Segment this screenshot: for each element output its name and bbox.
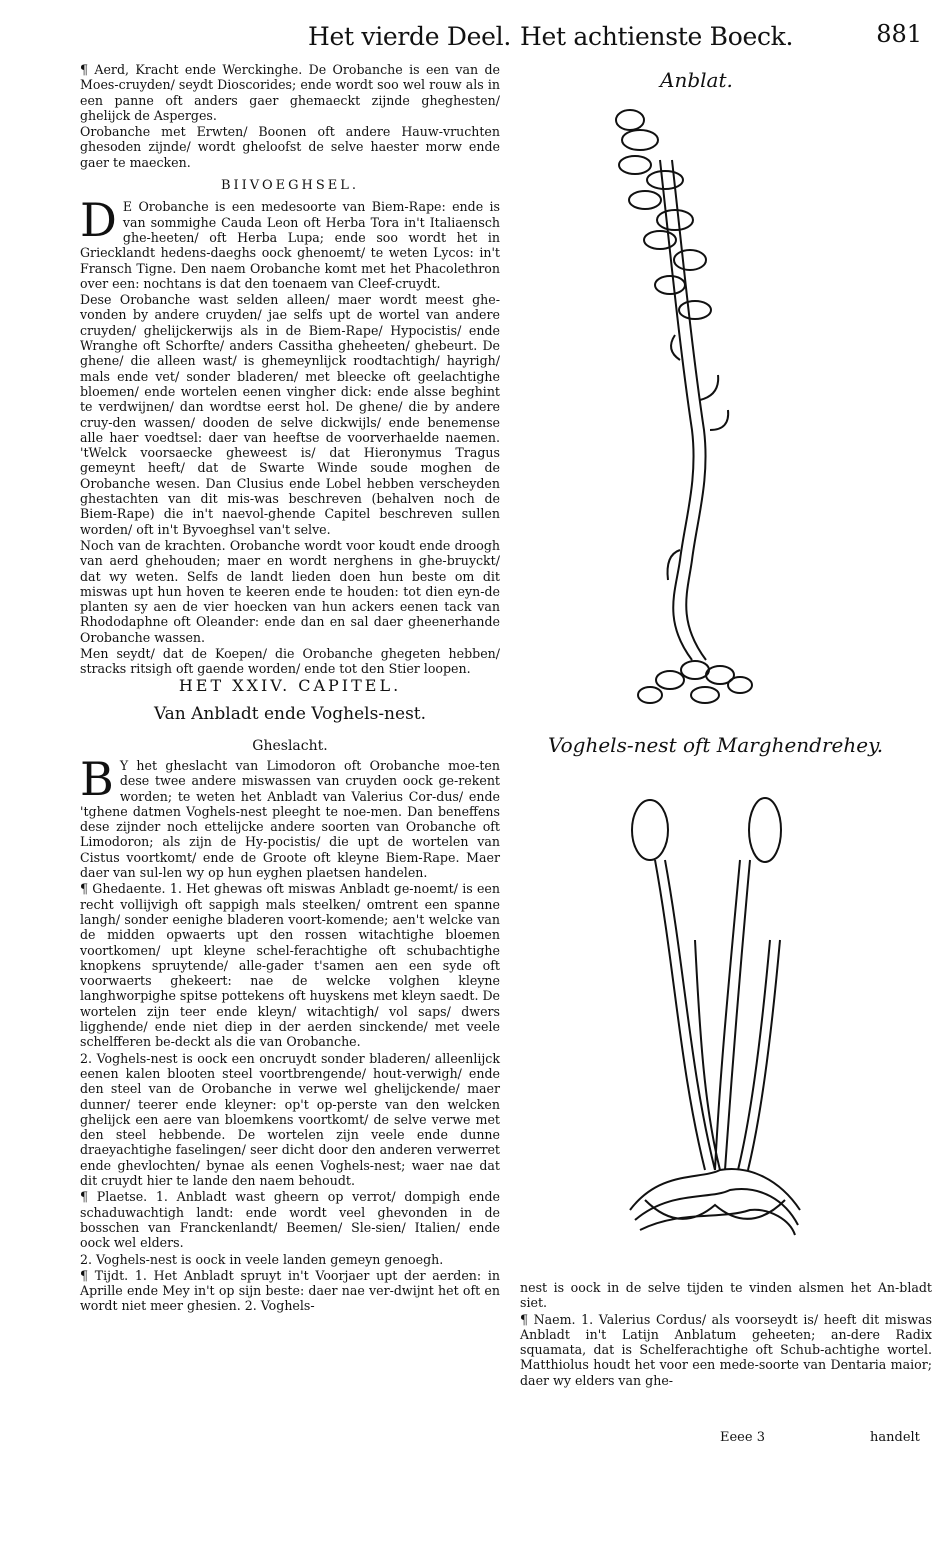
paragraph: Dese Orobanche wast selden alleen/ maer wordt meest ghe-vonden by andere cruyden/ jae selfs upt de wortel van andere cruyden/ ghelijckerwijs als in de Biem-Rape/ Hypocistis/ ende Wranghe oft Schorfte/ anders Cassitha gheheeten/ ghebeurt. De ghene/ die alleen wast/ is ghemeynlijck roodtachtigh/ hayrigh/ mals ende vet/ sonder bladeren/ met bleecke oft geelachtighe bloemen/ ende wortelen eenen vingher dick: ende alsse beghint te verdwijnen/ dan wordtse eerst hol. De ghene/ die by andere cruy-den wassen/ dooden de selve dickwijls/ ende benemense alle haer voedtsel: daer van heeftse de voorverhaelde naemen. 'tWelck voorsaecke gheweest is/ dat Hieronymus Tragus gemeynt heeft/ dat de Swarte Winde soude moghen de Orobanche wesen. Dan Clusius ende Lobel hebben verscheyden ghestachten van dit mis-was beschreven (behalven noch de Biem-Rape) die in't naevol-ghende Capitel beschreven sullen worden/ oft in't Byvoeghsel van't selve. [80,292,500,537]
anblat-woodcut-illustration [600,100,760,710]
paragraph: 2. Voghels-nest is oock een oncruydt sonder bladeren/ alleenlijck eenen kalen blooten steel voortbrengende/ hout-verwigh/ ende den steel van de Orobanche in verwe wel ghelijckende/ maer dunner/ teerer ende kleyner: op't op-perste van den welcken ghelijck een aere van bloemkens voortkomt/ de selve verwe met den steel hebbende. De wortelen zijn veele ende dunne draeyachtighe faselingen/ seer dicht door den anderen verwerret ende ghevlochten/ bynae als eenen Voghels-nest; waer nae dat dit cruydt hier te lande den naem behoudt. [80,1050,500,1189]
page-number: 881 [876,20,922,48]
chapter-subtitle: Van Anbladt ende Voghels-nest. [153,704,427,724]
paragraph: ¶ Naem. 1. Valerius Cordus/ als voorseydt is/ heeft dit miswas Anbladt in't Latijn Anblatum geheeten; an-dere Radix squamata, dat is Schelferachtighe oft Schub-achtighe wortel. Matthiolus houdt het voor een mede-soorte van Dentaria maior; daer wy elders van ghe- [520,1311,932,1388]
drop-cap: D [80,193,117,248]
paragraph: 2. Voghels-nest is oock in veele landen gemeyn genoegh. [80,1251,444,1267]
signature-mark: Eeee 3 [720,1430,765,1445]
chapter-body [80,752,501,1315]
section-heading: Gheslacht. [252,738,328,754]
paragraph: Noch van de krachten. Orobanche wordt voor koudt ende droogh van aerd ghehouden; maer en wordt nerghens in ghe-bruyckt/ dat wy weten. Selfs de landt lieden doen hun beste om dit miswas upt hun hoven te keeren ende te houden: tot dien eyn-de planten sy aen de vier hoecken van hun ackers eenen tack van Rhododaphne oft Oleander: ende dan en sal daer gheenerhande Orobanche wassen. [80,537,500,645]
bijvoeghsel-heading: BIIVOEGHSEL. [220,178,359,194]
paragraph: Men seydt/ dat de Koepen/ die Orobanche ghegeten hebben/ stracks ritsigh oft gaende worden/ ende tot den Stier loopen. [80,645,500,677]
paragraph: ¶ Aerd, Kracht ende Werckinghe. De Orobanche is een van de Moes-cruyden/ seydt Dioscorides; ende wordt soo wel rouw als in een panne oft anders gaer ghemaeckt zijnde gheghesten/ ghelijck de Asperges. [80,62,500,123]
running-header-part: Het vierde Deel. [308,22,511,51]
paragraph: B Y het gheslacht van Limodoron oft Orobanche moe-ten dese twee andere miswassen van cruyden oock ge-rekent worden; te weten het Anbladt van Valerius Cor-dus/ ende 'tghene datmen Voghels-nest pleeght te noe-men. Dan beneffens dese zijnder noch ettelijcke andere soorten van Orobanche oft Limodoron; als zijn de Hy-pocistis/ die upt de wortelen van Cistus voortkomt/ ende de Groote oft kleyne Biem-Rape. Maer daer van sul-len wy op hun eyghen plaetsen handelen. [80,752,500,881]
right-column-text [520,1280,932,1389]
paragraph: Orobanche met Erwten/ Boonen oft andere Hauw-vruchten ghesoden zijnde/ wordt gheloofst de selve haester morw ende gaer te maecken. [80,124,500,170]
caption-anblat: Anblat. [660,68,733,92]
chapter-title: HET XXIV. CAPITEL. [178,676,402,695]
catchword: handelt [870,1430,920,1445]
caption-voghels-nest: Voghels-nest oft Marghendrehey. [548,733,884,757]
paragraph: ¶ Ghedaente. 1. Het ghewas oft miswas Anbladt ge-noemt/ is een recht vollijvigh oft sappigh mals steelken/ omtrent een spanne langh/ sonder eenighe bladeren voort-komende; aen't welcke van de midden opwaerts upt den rossen witachtighe bloemen voortkomen/ upt kleyne schel-ferachtighe oft schubachtighe knopkens spruytende/ alle-gader t'samen aen een syde oft voorwaerts ghekeert: nae de welcke volghen kleyne langhworpighe spitse pottekens oft huyskens met kleyn saedt. De wortelen zijn teer ende kleyn/ witachtigh/ vol saps/ dwers ligghende/ ende niet diep in der aerden sinckende/ met veele schelfferen be-deckt als die van Orobanche. [80,881,501,1050]
paragraph: ¶ Plaetse. 1. Anbladt wast gheern op verrot/ dompigh ende schaduwachtigh landt: ende wordt veel ghevonden in de bosschen van Franckenlandt/ Beemen/ Sle-sien/ Italien/ ende oock wel elders. [80,1189,500,1251]
paragraph: ¶ Tijdt. 1. Het Anbladt spruyt in't Voorjaer upt der aerden: in Aprille ende Mey in't op sijn beste: daer nae ver-dwijnt het oft en wordt niet meer ghesien. 2. Voghels- [80,1267,500,1314]
drop-cap: B [80,752,114,806]
left-top-text [80,62,500,678]
voghels-nest-woodcut-illustration [620,790,810,1250]
running-header-book: Het achtienste Boeck. [520,22,794,51]
paragraph: D E Orobanche is een medesoorte van Biem-Rape: ende is van sommighe Cauda Leon oft Herba Tora in't Italiaensch ghe-heeten/ oft Herba Lupa; ende soo wordt het in Griecklandt hedens-daeghs oock ghenoemt/ te weten Lycos: in't Fransch Tigne. Den naem Orobanche komt met het Phacolethron over een: nochtans is dat den toenaem van Cleef-cruydt. [80,193,500,291]
paragraph: nest is oock in de selve tijden te vinden alsmen het An-bladt siet. [520,1280,932,1311]
